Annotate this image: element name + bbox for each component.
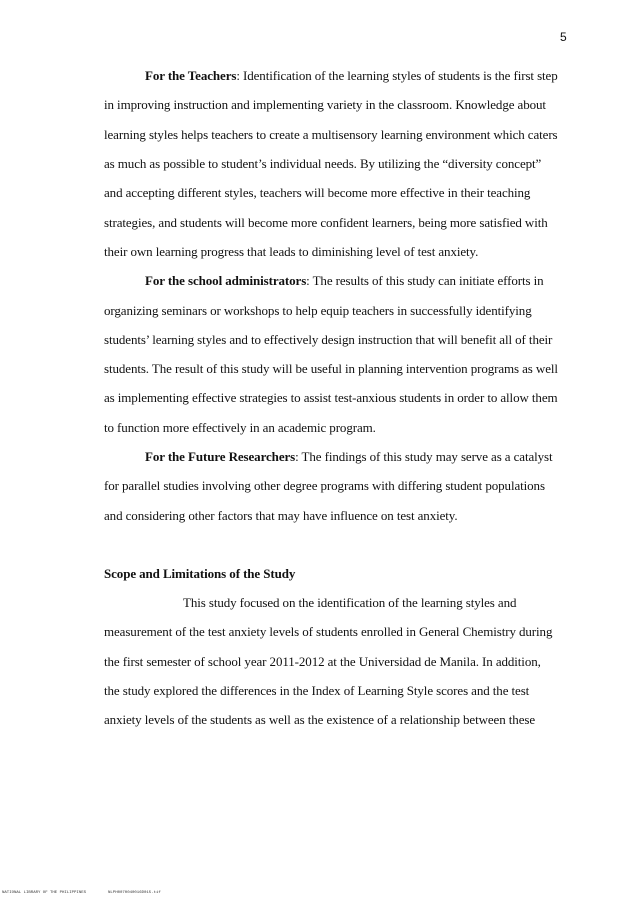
administrators-line-4: students. The result of this study will be useful in planning intervention programs as well: [104, 361, 558, 376]
administrators-line-5: as implementing effective strategies to assist test-anxious students in order to allow them: [104, 390, 558, 405]
scope-line-4: the study explored the differences in the Index of Learning Style scores and the test: [104, 683, 530, 698]
scope-line-1: This study focused on the identification of the learning styles and: [183, 595, 517, 610]
teachers-line-7: their own learning progress that leads to diminishing level of test anxiety.: [104, 244, 479, 259]
teachers-line-5: and accepting different styles, teachers will become more effective in their teaching: [104, 185, 531, 200]
teachers-line-1: For the Teachers: Identification of the learning styles of students is the first step: [145, 68, 558, 83]
researchers-line-2: for parallel studies involving other degree programs with differing student populations: [104, 478, 545, 493]
scope-line-5: anxiety levels of the students as well as the existence of a relationship between these: [104, 712, 535, 727]
teachers-line-4: as much as possible to student’s individual needs. By utilizing the “diversity concept”: [104, 156, 542, 171]
page-number: 5: [560, 30, 567, 44]
teachers-line-6: strategies, and students will become more confident learners, being more satisfied with: [104, 215, 548, 230]
scope-heading: Scope and Limitations of the Study: [104, 566, 296, 581]
teachers-line-2: in improving instruction and implementing variety in the classroom. Knowledge about: [104, 97, 546, 112]
administrators-line-3: students’ learning styles and to effectively design instruction that will benefit all of their: [104, 332, 553, 347]
teachers-heading: For the Teachers: [145, 68, 237, 83]
scope-line-3: the first semester of school year 2011-2012 at the Universidad de Manila. In addition,: [104, 654, 541, 669]
scope-line-2: measurement of the test anxiety levels of students enrolled in General Chemistry during: [104, 624, 553, 639]
researchers-heading: For the Future Researchers: [145, 449, 296, 464]
administrators-line-1: For the school administrators: The results of this study can initiate efforts in: [145, 273, 544, 288]
researchers-line-1: For the Future Researchers: The findings of this study may serve as a catalyst: [145, 449, 553, 464]
administrators-heading: For the school administrators: [145, 273, 307, 288]
administrators-line-2: organizing seminars or workshops to help equip teachers in successfully identifying: [104, 303, 532, 318]
footer-library-label: NATIONAL LIBRARY OF THE PHILIPPINES: [2, 891, 87, 895]
teachers-line-3: learning styles helps teachers to create a multisensory learning environment which caters: [104, 127, 558, 142]
administrators-line-6: to function more effectively in an academic program.: [104, 420, 376, 435]
researchers-line-3: and considering other factors that may have influence on test anxiety.: [104, 508, 458, 523]
footer-file-id: NLPH0070040016D015.tif: [108, 891, 161, 895]
